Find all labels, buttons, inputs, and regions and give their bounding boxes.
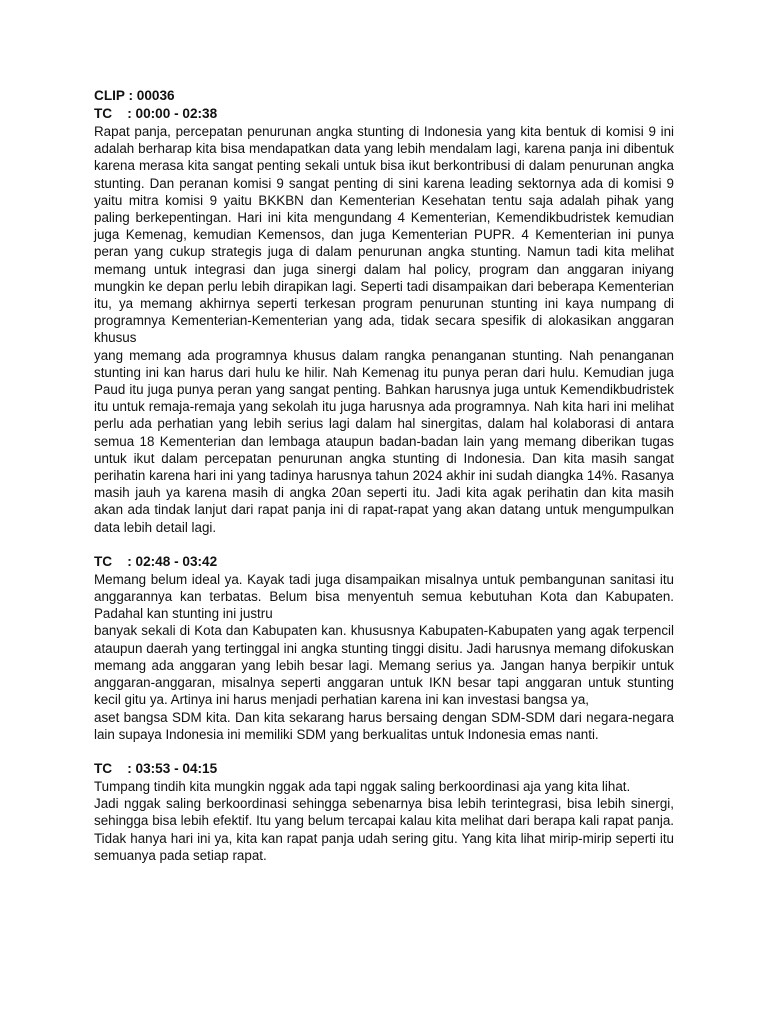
timecode-heading: TC : 02:48 - 03:42	[94, 553, 218, 569]
transcript-paragraph: Rapat panja, percepatan penurunan angka stunting di Indonesia yang kita bentuk di komisi 9 ini adalah berharap kita bisa mendapatkan data yang lebih mendalam lagi, karena panja ini dibentuk karena merasa kita sangat penting sekali untuk bisa ikut berkontribusi di dalam penurunan angka stunting. Dan peranan komisi 9 sangat penting di sini karena leading sektornya ada di komisi 9 yaitu mitra komisi 9 yaitu BKKBN dan Kementerian Kesehatan tentu saja adalah pihak yang paling berkepentingan. Hari ini kita mengundang 4 Kementerian, Kemendikbudristek kemudian juga Kemenag, kemudian Kemensos, dan juga Kementerian PUPR. 4 Kementerian ini punya peran yang cukup strategis juga di dalam penurunan angka stunting. Namun tadi kita melihat memang untuk integrasi dan juga sinergi dalam hal policy, program dan anggaran iniyang mungkin ke depan perlu lebih dirapikan lagi. Seperti tadi disampaikan dari beberapa Kementerian itu, ya memang akhirnya seperti terkesan program penurunan stunting ini kaya numpang di programnya Kementerian-Kementerian yang ada, tidak secara spesifik di alokasikan anggaran khusus	[94, 124, 674, 346]
transcript-paragraph: Jadi nggak saling berkoordinasi sehingga sebenarnya bisa lebih terintegrasi, bisa lebih sinergi, sehingga bisa lebih efektif. Itu yang belum tercapai kalau kita melihat dari berapa kali rapat panja. Tidak hanya hari ini ya, kita kan rapat panja udah sering gitu. Yang kita lihat mirip-mirip seperti itu semuanya pada setiap rapat.	[94, 796, 674, 863]
timecode-section-1	[94, 105, 674, 536]
transcript-paragraph: yang memang ada programnya khusus dalam rangka penanganan stunting. Nah penanganan stunting ini kan harus dari hulu ke hilir. Nah Kemenag itu punya peran dari hulu. Kemudian juga Paud itu juga punya peran yang sangat penting. Bahkan harusnya juga untuk Kemendikbudristek itu untuk remaja-remaja yang sekolah itu juga harusnya ada programnya. Nah kita hari ini melihat perlu ada perhatian yang lebih serius lagi dalam hal sinergitas, dalam hal kolaborasi di antara semua 18 Kementerian dan lembaga ataupun badan-badan lain yang memang diberikan tugas untuk ikut dalam percepatan penurunan angka stunting di Indonesia. Dan kita masih sangat perihatin karena hari ini yang tadinya harusnya tahun 2024 akhir ini sudah diangka 14%. Rasanya masih jauh ya karena masih di angka 20an seperti itu. Jadi kita agak perihatin dan kita masih akan ada tindak lanjut dari rapat panja ini di rapat-rapat yang akan datang untuk mengumpulkan data lebih detail lagi.	[94, 347, 674, 535]
timecode-heading: TC : 03:53 - 04:15	[94, 760, 218, 776]
section-spacer	[94, 743, 674, 760]
clip-number: CLIP : 00036	[94, 88, 175, 103]
section-spacer	[94, 536, 674, 553]
transcript-paragraph: Tumpang tindih kita mungkin nggak ada tapi nggak saling berkoordinasi aja yang kita lihat.	[94, 778, 631, 794]
timecode-section-2	[94, 553, 674, 743]
transcript-page	[94, 87, 674, 864]
transcript-paragraph: banyak sekali di Kota dan Kabupaten kan. khususnya Kabupaten-Kabupaten yang agak terpencil ataupun daerah yang tertinggal ini angka stunting tinggi disitu. Jadi harusnya memang difokuskan memang ada anggaran yang lebih besar lagi. Memang serius ya. Jangan hanya berpikir untuk anggaran-anggaran, misalnya seperti anggaran untuk IKN besar tapi anggaran untuk stunting kecil gitu ya. Artinya ini harus menjadi perhatian karena ini kan investasi bangsa ya,	[94, 623, 674, 708]
timecode-section-3	[94, 760, 674, 864]
timecode-heading: TC : 00:00 - 02:38	[94, 106, 218, 121]
transcript-paragraph: Memang belum ideal ya. Kayak tadi juga disampaikan misalnya untuk pembangunan sanitasi itu anggarannya kan terbatas. Belum bisa menyentuh semua kebutuhan Kota dan Kabupaten. Padahal kan stunting ini justru	[94, 571, 674, 622]
transcript-paragraph: aset bangsa SDM kita. Dan kita sekarang harus bersaing dengan SDM-SDM dari negara-negara lain supaya Indonesia ini memiliki SDM yang berkualitas untuk Indonesia emas nanti.	[94, 709, 674, 742]
